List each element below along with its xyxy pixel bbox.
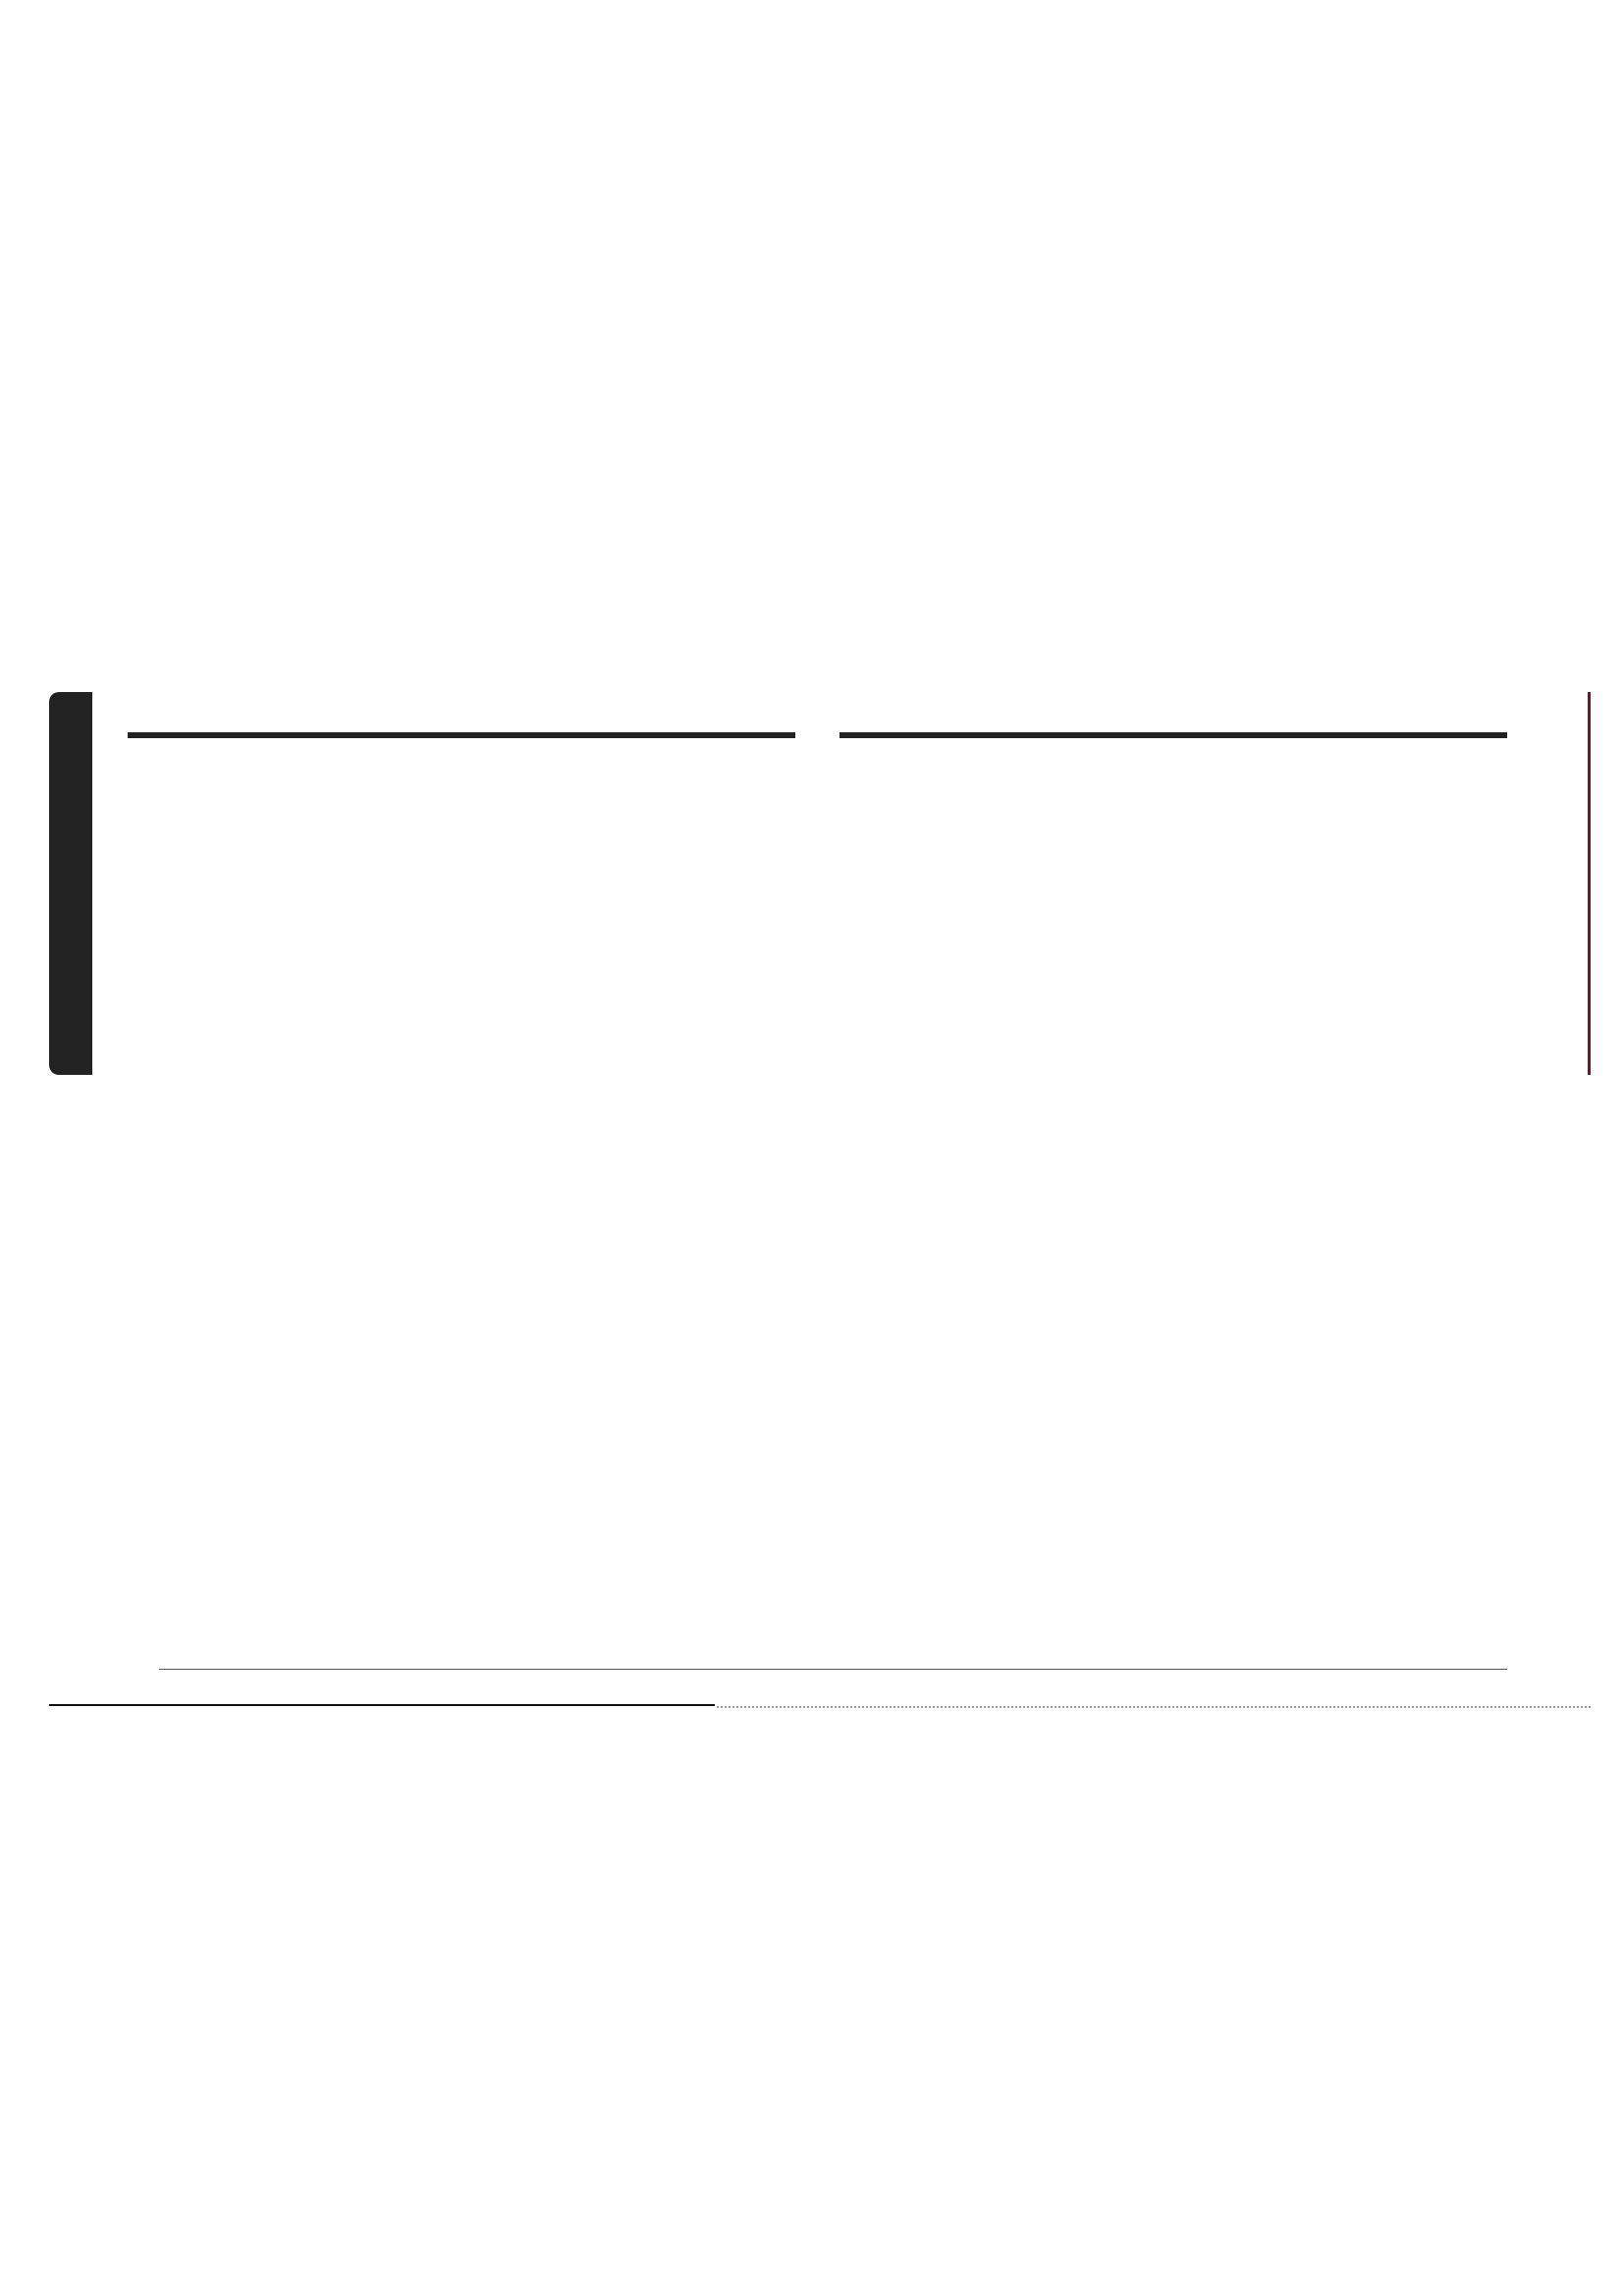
footer-rule [159,1669,1507,1670]
left-column-rule [128,732,795,738]
right-edge-marker [1588,692,1591,1075]
bottom-rule [49,1704,715,1706]
right-column-rule [839,732,1507,738]
page-footer [128,1657,1507,1681]
side-tab [49,692,92,1075]
bottom-dotted-rule [717,1706,1591,1709]
